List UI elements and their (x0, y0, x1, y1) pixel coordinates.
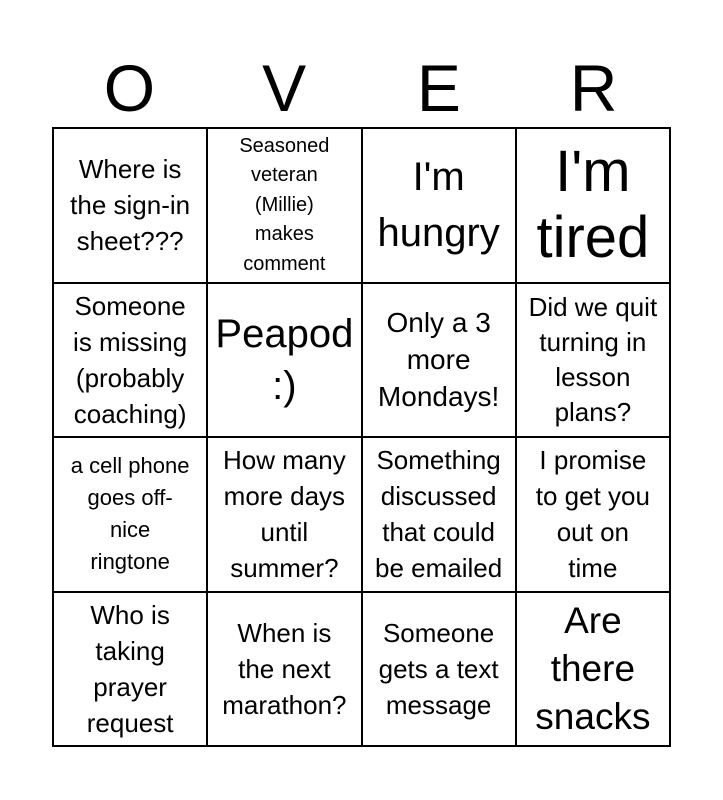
cell-text: Where is the sign-in sheet??? (70, 154, 191, 257)
bingo-cell-r4c4[interactable] (516, 592, 670, 747)
cell-text: I'm tired (536, 139, 650, 271)
cell-text: How many more days until summer? (222, 445, 346, 584)
bingo-cell-r2c4[interactable] (516, 283, 670, 438)
cell-text: Only a 3 more Mondays! (377, 307, 500, 413)
cell-text: Who is taking prayer request (86, 599, 174, 738)
bingo-cell-r1c4[interactable] (516, 128, 670, 283)
bingo-cell-r4c1[interactable] (53, 592, 207, 747)
bingo-cell-r3c3[interactable] (362, 437, 516, 592)
header-letter-e: E (416, 51, 461, 125)
cell-text: Something discussed that could be emailed (375, 445, 503, 584)
bingo-cell-r2c3[interactable] (362, 283, 516, 438)
bingo-cell-r3c4[interactable] (516, 437, 670, 592)
cell-text: I promise to get you out on time (535, 445, 650, 584)
cell-text: Are there snacks (535, 599, 651, 737)
cell-text: When is the next marathon? (222, 617, 347, 720)
cell-text: I'm hungry (377, 155, 500, 256)
bingo-cell-r1c3[interactable] (362, 128, 516, 283)
bingo-cell-r3c2[interactable] (207, 437, 361, 592)
header-letter-r: R (569, 51, 618, 125)
bingo-cell-r1c1[interactable] (53, 128, 207, 283)
bingo-cell-r4c2[interactable] (207, 592, 361, 747)
cell-text: Did we quit turning in lesson plans? (528, 291, 658, 427)
cell-text: Seasoned veteran (Millie) makes comment (239, 134, 330, 275)
header-letter-v: V (262, 51, 307, 125)
cell-text: Someone is missing (probably coaching) (73, 290, 188, 429)
bingo-cell-r3c1[interactable] (53, 437, 207, 592)
cell-text: Peapod :) (215, 311, 354, 408)
cell-text: a cell phone goes off- nice ringtone (70, 453, 190, 575)
bingo-cell-r2c2[interactable] (207, 283, 361, 438)
header-letter-o: O (103, 51, 156, 125)
bingo-header (52, 52, 671, 124)
bingo-cell-r2c1[interactable] (53, 283, 207, 438)
cell-text: Someone gets a text message (378, 617, 499, 720)
bingo-cell-r4c3[interactable] (362, 592, 516, 747)
bingo-board (52, 127, 671, 747)
bingo-cell-r1c2[interactable] (207, 128, 361, 283)
